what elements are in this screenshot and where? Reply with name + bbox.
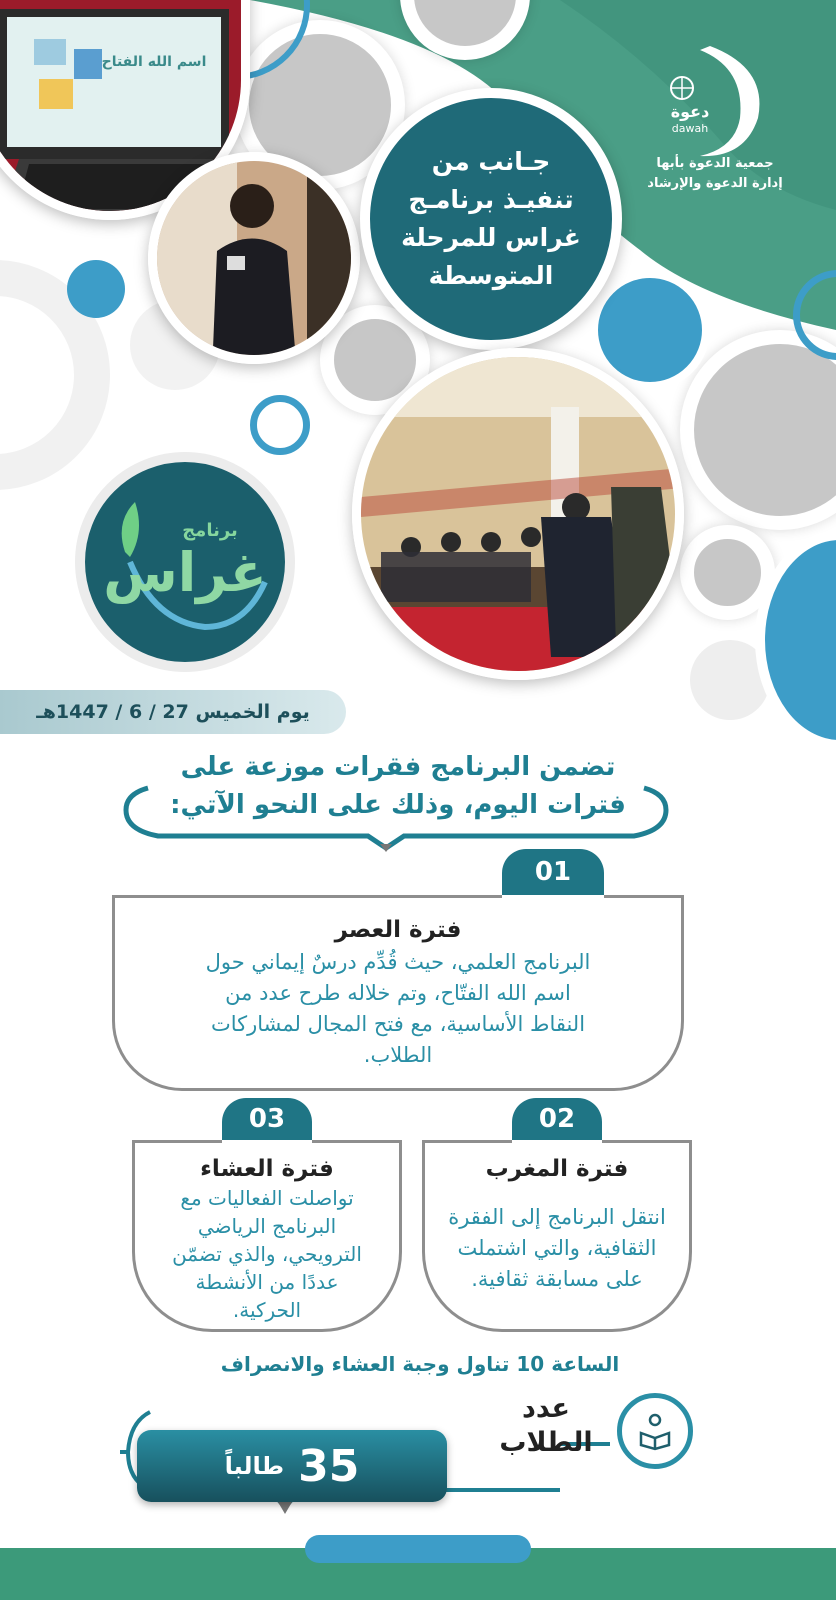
period-title: فترة العشاء <box>200 1156 334 1182</box>
period-body-line: على مسابقة ثقافية. <box>471 1267 643 1291</box>
footer-tab <box>305 1535 531 1563</box>
period-card-asr <box>112 857 684 1091</box>
period-body <box>142 1184 392 1324</box>
students-icon-ring <box>617 1393 693 1469</box>
period-number-badge: 02 <box>512 1098 602 1140</box>
org-logo <box>640 38 790 198</box>
students-count: 35 <box>298 1440 360 1492</box>
period-body-line: البرنامج العلمي، حيث قُدِّم درسٌ إيماني حول <box>205 950 591 974</box>
students-label-line: عدد <box>522 1393 570 1424</box>
decor-circle-blue <box>590 270 710 390</box>
period-body-line: الحركية. <box>232 1298 302 1322</box>
program-logo-name: غراس <box>103 541 267 604</box>
period-body-line: انتقل البرنامج إلى الفقرة <box>448 1205 666 1229</box>
date-text: يوم الخميس 27 / 6 / 1447هـ <box>36 701 310 723</box>
students-unit: طالباً <box>224 1452 285 1480</box>
period-body-line: الثقافية، والتي اشتملت <box>457 1236 657 1260</box>
period-body-line: اسم الله الفتّاح، وتم خلاله طرح عدد من <box>225 981 571 1005</box>
period-body-line: النقاط الأساسية، مع فتح المجال لمشاركات <box>210 1012 586 1036</box>
closing-note: الساعة 10 تناول وجبة العشاء والانصراف <box>220 1352 620 1376</box>
students-count-pill <box>137 1430 447 1502</box>
period-number-badge: 01 <box>502 849 604 895</box>
intro-line: فترات اليوم، وذلك على النحو الآتي: <box>170 790 626 820</box>
photo-student <box>148 152 360 364</box>
reading-student-icon <box>635 1411 675 1451</box>
period-body-line: البرنامج الرياضي <box>197 1214 337 1238</box>
period-body-line: عددًا من الأنشطة <box>195 1270 339 1294</box>
period-title: فترة العصر <box>334 917 462 943</box>
program-logo-small: برنامج <box>182 520 238 541</box>
students-label <box>486 1392 606 1460</box>
page-title <box>381 143 601 295</box>
period-body <box>132 947 664 1071</box>
period-number-badge: 03 <box>222 1098 312 1140</box>
decor-ring-blue <box>250 395 310 455</box>
program-logo <box>75 452 295 672</box>
photo-students-hall <box>352 348 684 680</box>
title-circle <box>360 88 622 350</box>
students-label-line: الطلاب <box>499 1427 593 1458</box>
title-line: غراس للمرحلة <box>401 223 581 252</box>
period-body <box>432 1202 682 1295</box>
org-name: جمعية الدعوة بأبها <box>656 156 774 171</box>
period-body-line: تواصلت الفعاليات مع <box>180 1186 354 1210</box>
period-body-line: الطلاب. <box>363 1043 433 1067</box>
intro-line: تضمن البرنامج فقرات موزعة على <box>180 752 616 782</box>
period-card-maghrib <box>422 1104 692 1332</box>
title-line: تنفيـذ برنامـج <box>408 185 574 214</box>
title-line: جـانب من <box>431 147 551 176</box>
org-logo-word: دعوة <box>670 102 710 121</box>
decor-circle-blue <box>67 260 125 318</box>
title-line: المتوسطة <box>428 261 554 290</box>
intro-text <box>120 748 676 824</box>
crescent-icon <box>640 38 790 158</box>
period-title: فترة المغرب <box>485 1156 629 1182</box>
laptop-screen-text: اسم الله الفتاح <box>101 54 207 70</box>
date-bar <box>0 690 346 734</box>
period-card-isha <box>132 1104 402 1332</box>
org-department: إدارة الدعوة والإرشاد <box>647 176 783 191</box>
period-body-line: الترويحي، والذي تضمّن <box>172 1242 362 1266</box>
org-logo-latin: dawah <box>671 122 709 135</box>
